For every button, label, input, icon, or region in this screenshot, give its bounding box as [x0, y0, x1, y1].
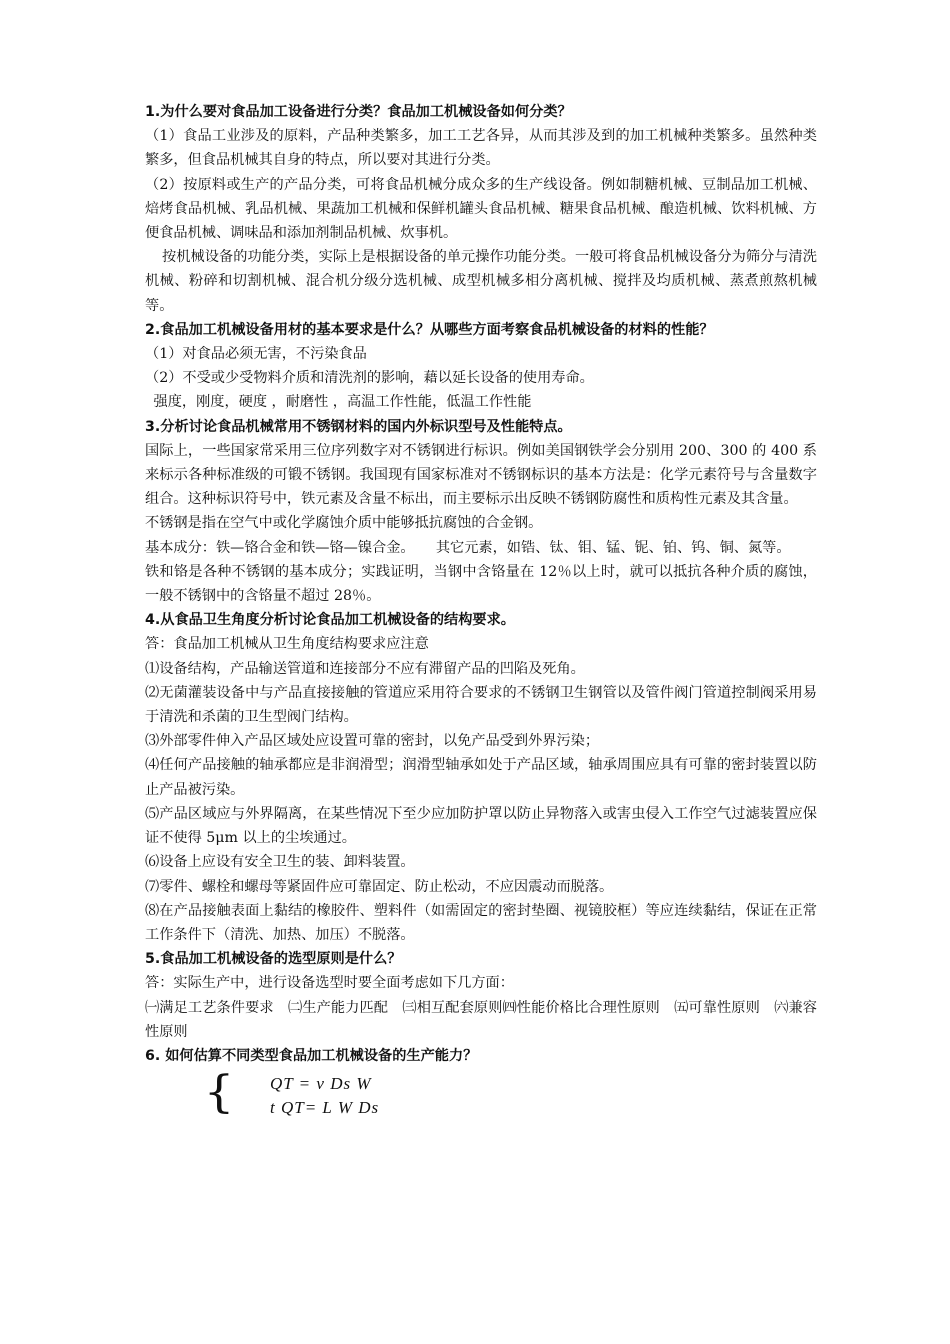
- question-4-item-1: ⑴设备结构，产品输送管道和连接部分不应有滞留产品的凹陷及死角。: [145, 660, 585, 677]
- question-6-title: 6. 如何估算不同类型食品加工机械设备的生产能力？: [145, 1047, 478, 1064]
- question-3-title: 3.分析讨论食品机械常用不锈钢材料的国内外标识型号及性能特点。: [145, 418, 572, 435]
- question-4-item-6: ⑹设备上应设有安全卫生的装、卸料装置。: [145, 854, 415, 871]
- question-2-paragraph-3: 强度，刚度，硬度 ，耐磨性 ，高温工作性能，低温工作性能: [153, 394, 532, 411]
- question-4-item-4: ⑷任何产品接触的轴承都应是非润滑型；润滑型轴承如处于产品区域，轴承周围应具有可靠的密封装置以防止产品被污染。: [145, 757, 817, 798]
- document-page: [145, 100, 817, 1126]
- question-2-title: 2.食品加工机械设备用材的基本要求是什么？从哪些方面考察食品机械设备的材料的性能？: [145, 321, 714, 338]
- formula-brace: {: [203, 1067, 235, 1119]
- question-2-paragraph-1: （1）对食品必须无害，不污染食品: [145, 346, 367, 363]
- formula-line-1: QT = v Ds W: [270, 1074, 372, 1094]
- question-4-intro: 答：食品加工机械从卫生角度结构要求应注意: [145, 636, 429, 653]
- question-5-title: 5.食品加工机械设备的选型原则是什么？: [145, 951, 402, 968]
- question-4-item-2: ⑵无菌灌装设备中与产品直接接触的管道应采用符合要求的不锈钢卫生钢管以及管件阀门管道控制阀采用易于清洗和杀菌的卫生型阀门结构。: [145, 684, 817, 726]
- question-3-paragraph-1: 国际上，一些国家常采用三位序列数字对不锈钢进行标识。例如美国钢铁学会分别用 200、300 的 400 系来标示各种标准级的可锻不锈钢。我国现有国家标准对不锈钢标识的基本方法是：化学元素符号与含量数字组合。这种标识符号中，铁元素及含量不标出，而主要标示出反映不锈钢防腐性和质构性元素及其含量。: [145, 442, 817, 508]
- question-1-title: 1.为什么要对食品加工设备进行分类？食品加工机械设备如何分类？: [145, 104, 572, 120]
- question-1-paragraph-1: （1）食品工业涉及的原料，产品种类繁多，加工工艺各异，从而其涉及到的加工机械种类繁多。虽然种类繁多，但食品机械其自身的特点，所以要对其进行分类。: [145, 128, 817, 169]
- formula-line-2: t QT= L W Ds: [270, 1098, 380, 1118]
- question-5-intro: 答：实际生产中，进行设备选型时要全面考虑如下几方面：: [145, 975, 514, 992]
- question-1-paragraph-3: 按机械设备的功能分类，实际上是根据设备的单元操作功能分类。一般可将食品机械设备分为筛分与清洗机械、粉碎和切割机械、混合机分级分选机械、成型机械多相分离机械、搅拌及均质机械、蒸煮煎熬机械等。: [145, 249, 817, 314]
- question-4-title: 4.从食品卫生角度分析讨论食品加工机械设备的结构要求。: [145, 612, 515, 629]
- question-3-paragraph-3: 基本成分：铁—铬合金和铁—铬—镍合金。 其它元素，如锆、钛、钼、锰、铌、铂、钨、铜、氮等。: [145, 539, 791, 556]
- question-4-item-3: ⑶外部零件伸入产品区域处应设置可靠的密封，以免产品受到外界污染；: [145, 733, 600, 750]
- question-5-principles: ㈠满足工艺条件要求 ㈡生产能力匹配 ㈢相互配套原则㈣性能价格比合理性原则 ㈤可靠性原则 ㈥兼容性原则: [145, 999, 817, 1040]
- question-4-item-7: ⑺零件、螺栓和螺母等紧固件应可靠固定、防止松动，不应因震动而脱落。: [145, 878, 614, 895]
- question-1-paragraph-2: （2）按原料或生产的产品分类，可将食品机械分成众多的生产线设备。例如制糖机械、豆制品加工机械、焙烤食品机械、乳品机械、果蔬加工机械和保鲜机罐头食品机械、糖果食品机械、酿造机械、饮料机械、方便食品机械、调味品和添加剂制品机械、炊事机。: [145, 176, 817, 242]
- question-2-paragraph-2: （2）不受或少受物料介质和清洗剂的影响，藉以延长设备的使用寿命。: [145, 370, 594, 387]
- question-3-paragraph-2: 不锈钢是指在空气中或化学腐蚀介质中能够抵抗腐蚀的合金钢。: [145, 515, 543, 532]
- capacity-formula: [145, 1067, 817, 1126]
- question-4-item-8: ⑻在产品接触表面上黏结的橡胶件、塑料件（如需固定的密封垫圈、视镜胶框）等应连续黏结，保证在正常工作条件下（清洗、加热、加压）不脱落。: [145, 902, 817, 943]
- question-3-paragraph-4: 铁和铬是各种不锈钢的基本成分；实践证明，当钢中含铬量在 12％以上时，就可以抵抗各种介质的腐蚀，一般不锈钢中的含铬量不超过 28％。: [145, 563, 817, 605]
- question-4-item-5: ⑸产品区域应与外界隔离，在某些情况下至少应加防护罩以防止异物落入或害虫侵入工作空气过滤装置应保证不使得 5μm 以上的尘埃通过。: [145, 805, 817, 847]
